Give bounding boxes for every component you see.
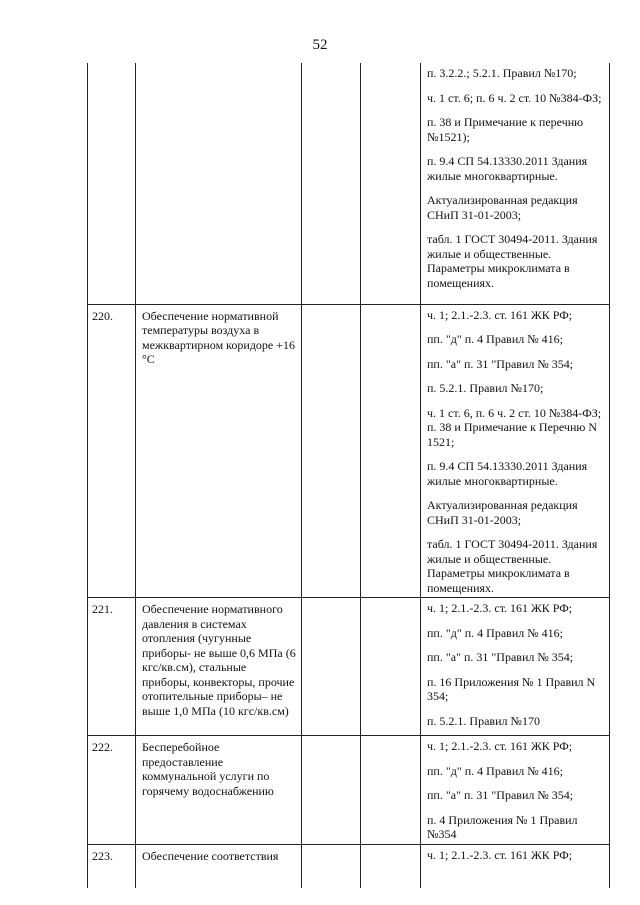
- empty-cell: [361, 598, 421, 736]
- reference-item: ч. 1; 2.1.-2.3. ст. 161 ЖК РФ;: [427, 601, 573, 615]
- row-description: Обеспечение соответствия: [136, 844, 302, 888]
- reference-item: ч. 1; 2.1.-2.3. ст. 161 ЖК РФ;: [427, 307, 573, 322]
- empty-cell: [302, 844, 361, 888]
- table-row: [88, 304, 610, 598]
- table-row: [88, 598, 610, 736]
- reference-item: ч. 1; 2.1.-2.3. ст. 161 ЖК РФ;: [427, 739, 573, 753]
- empty-cell: [302, 304, 361, 598]
- reference-item: ч. 1 ст. 6; п. 6 ч. 2 ст. 10 №384-ФЗ;: [427, 90, 602, 105]
- table-row: [88, 736, 610, 845]
- reference-item: пп. "а" п. 31 "Правил № 354;: [427, 650, 574, 664]
- empty-cell: [302, 598, 361, 736]
- empty-cell: [361, 736, 421, 845]
- row-number: 223.: [88, 844, 136, 888]
- reference-item: пп. "д" п. 4 Правил № 416;: [427, 763, 564, 778]
- reference-item: пп. "а" п. 31 "Правил № 354;: [427, 356, 574, 371]
- references-cell: [421, 63, 610, 304]
- reference-item: п. 3.2.2.; 5.2.1. Правил №170;: [427, 66, 577, 80]
- reference-item: Актуализированная редакция СНиП 31-01-2003;: [427, 498, 578, 527]
- reference-item: п. 9.4 СП 54.13330.2011 Здания жилые многоквартирные.: [427, 154, 588, 183]
- reference-item: п. 5.2.1. Правил №170;: [427, 381, 544, 395]
- references-cell: [421, 598, 610, 736]
- reference-item: п. 9.4 СП 54.13330.2011 Здания жилые многоквартирные.: [427, 459, 588, 488]
- reference-item: ч. 1 ст. 6, п. 6 ч. 2 ст. 10 №384-ФЗ; п. 38 и Примечание к Перечню N 1521;: [427, 405, 602, 449]
- table-row: [88, 844, 610, 888]
- reference-item: пп. "д" п. 4 Правил № 416;: [427, 332, 564, 346]
- empty-cell: [302, 63, 361, 304]
- reference-item: табл. 1 ГОСТ 30494-2011. Здания жилые и общественные. Параметры микроклимата в помещениях.: [427, 232, 598, 290]
- row-number: 222.: [88, 736, 136, 845]
- empty-cell: [361, 304, 421, 598]
- references-cell: [421, 304, 610, 598]
- references-cell: [421, 844, 610, 888]
- description-cell: [136, 63, 302, 304]
- row-description: Бесперебойное предоставление коммунальной услуги по горячему водоснабжению: [136, 736, 302, 845]
- reference-item: пп. "д" п. 4 Правил № 416;: [427, 625, 564, 640]
- number-cell: [88, 63, 136, 304]
- reference-item: п. 4 Приложения № 1 Правил №354: [427, 812, 578, 841]
- requirements-table: [87, 63, 610, 888]
- row-number: 220.: [88, 304, 136, 598]
- reference-item: п. 38 и Примечание к перечню №1521);: [427, 115, 584, 144]
- reference-item: п. 5.2.1. Правил №170: [427, 713, 540, 728]
- empty-cell: [361, 63, 421, 304]
- empty-cell: [361, 844, 421, 888]
- reference-item: п. 16 Приложения № 1 Правил N 354;: [427, 674, 596, 703]
- row-description: Обеспечение нормативного давления в системах отопления (чугунные приборы- не выше 0,6 МПа (6 кгс/кв.см), стальные приборы, конвекторы, прочие отопительные приборы– не выше 1,0 МПа (10 кгс/кв.см): [136, 598, 302, 736]
- table-row-continuation: [88, 63, 610, 304]
- reference-item: Актуализированная редакция СНиП 31-01-2003;: [427, 193, 578, 222]
- reference-item: табл. 1 ГОСТ 30494-2011. Здания жилые и общественные. Параметры микроклимата в помещениях.: [427, 537, 598, 595]
- row-description: Обеспечение нормативной температуры воздуха в межквартирном коридоре +16 °С: [136, 304, 302, 598]
- references-cell: [421, 736, 610, 845]
- reference-item: пп. "а" п. 31 "Правил № 354;: [427, 788, 574, 802]
- row-number: 221.: [88, 598, 136, 736]
- empty-cell: [302, 736, 361, 845]
- page-number: 52: [312, 37, 328, 53]
- reference-item: ч. 1; 2.1.-2.3. ст. 161 ЖК РФ;: [427, 847, 573, 862]
